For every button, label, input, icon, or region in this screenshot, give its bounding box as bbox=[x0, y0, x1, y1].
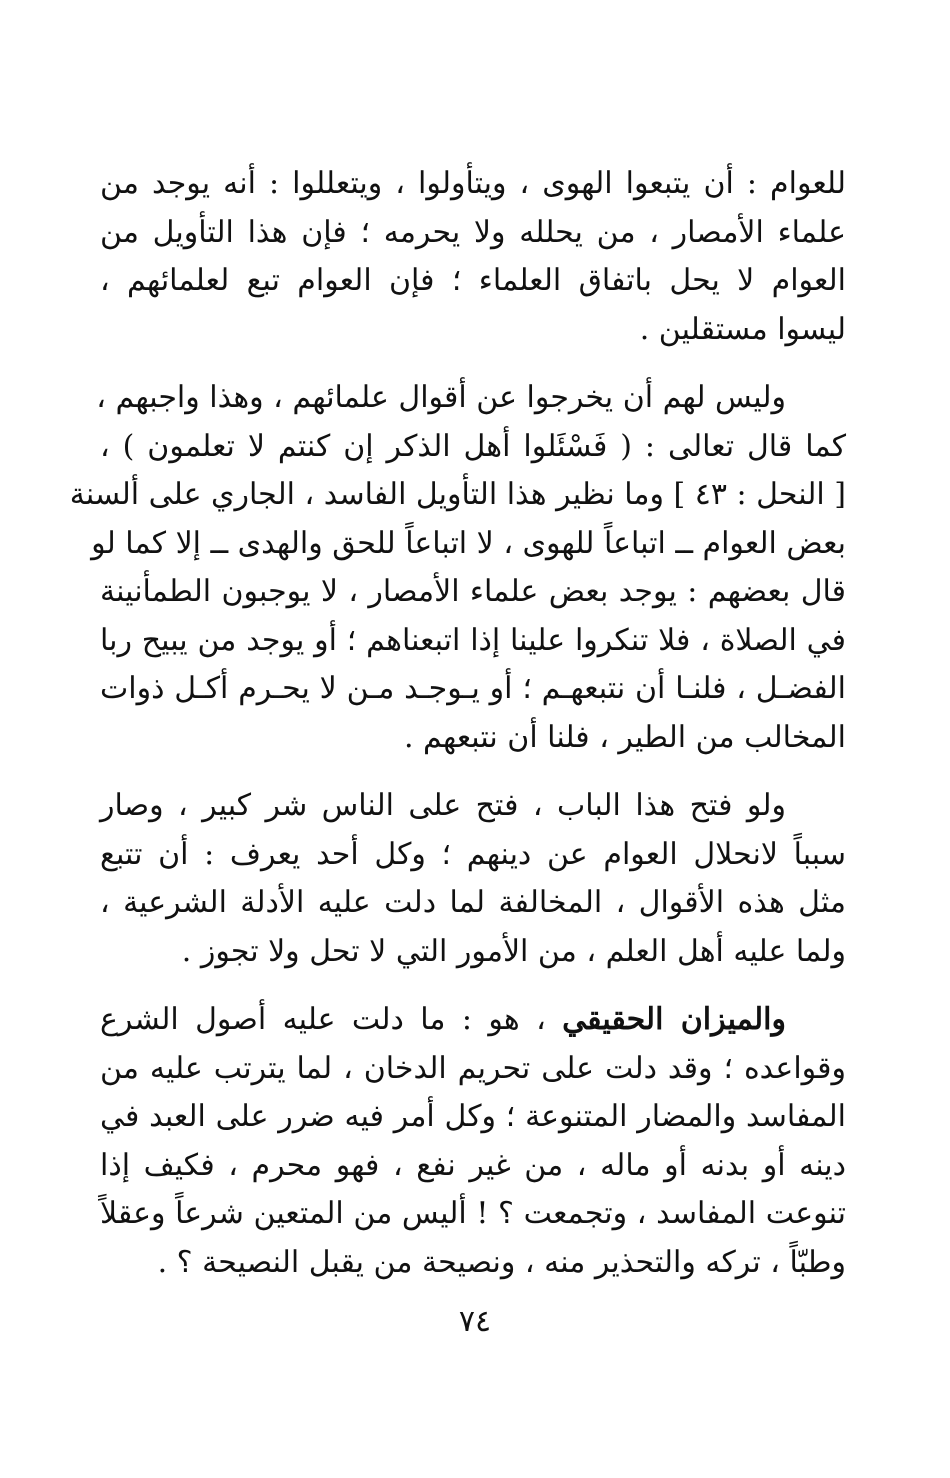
text-line: ليسوا مستقلين . bbox=[639, 311, 846, 347]
text-run: ، هو : ما دلت عليه أصول الشرع bbox=[100, 1002, 563, 1037]
page-number: ٧٤ bbox=[458, 1304, 492, 1339]
text-line: العوام لا يحل باتفاق العلماء ؛ فإن العوام تبع لعلمائهم ، bbox=[100, 263, 846, 298]
paragraph-4 bbox=[100, 996, 846, 1287]
paragraph-3 bbox=[100, 782, 846, 976]
text-line: علماء الأمصار ، من يحلله ولا يحرمه ؛ فإن هذا التأويل من bbox=[100, 214, 846, 250]
text-line: وقواعده ؛ وقد دلت على تحريم الدخان ، لما يترتب عليه من bbox=[100, 1050, 846, 1086]
text-line: ولو فتح هذا الباب ، فتح على الناس شر كبير ، وصار bbox=[100, 788, 786, 823]
text-line: وليس لهم أن يخرجوا عن أقوال علمائهم ، وهذا واجبهم ، bbox=[96, 380, 786, 415]
text-line bbox=[100, 996, 846, 1045]
text-line: كما قال تعالى : ( فَسْئَلوا أهل الذكر إن كنتم لا تعلمون ) ، bbox=[100, 428, 846, 464]
text-line: [ النحل : ٤٣ ] وما نظير هذا التأويل الفاسد ، الجاري على ألسنة bbox=[69, 477, 846, 512]
text-line: المفاسد والمضار المتنوعة ؛ وكل أمر فيه ضرر على العبد في bbox=[100, 1099, 846, 1134]
text-line: المخالب من الطير ، فلنا أن نتبعهم . bbox=[403, 719, 846, 755]
text-line: في الصلاة ، فلا تنكروا علينا إذا اتبعناهم ؛ أو يوجد من يبيح ربا bbox=[100, 622, 846, 658]
text-line: تنوعت المفاسد ، وتجمعت ؟ ! أليس من المتعين شرعاً وعقلاً bbox=[100, 1196, 846, 1231]
text-line: قال بعضهم : يوجد بعض علماء الأمصار ، لا يوجبون الطمأنينة bbox=[100, 574, 846, 609]
text-line: ولما عليه أهل العلم ، من الأمور التي لا تحل ولا تجوز . bbox=[181, 933, 846, 969]
text-line: الفضـل ، فلنـا أن نتبعهـم ؛ أو يـوجـد مـن لا يحـرم أكـل ذوات bbox=[100, 671, 846, 706]
text-line: بعض العوام ــ اتباعاً للهوى ، لا اتباعاً للحق والهدى ــ إلا كما لو bbox=[91, 525, 846, 561]
text-line: للعوام : أن يتبعوا الهوى ، ويتأولوا ، ويتعللوا : أنه يوجد من bbox=[100, 166, 846, 201]
text-line: سبباً لانحلال العوام عن دينهم ؛ وكل أحد يعرف : أن تتبع bbox=[100, 836, 846, 872]
paragraph-2 bbox=[69, 374, 846, 762]
bold-term: والميزان الحقيقي bbox=[562, 1002, 786, 1037]
text-line: دينه أو بدنه أو ماله ، من غير نفع ، فهو محرم ، فكيف إذا bbox=[100, 1147, 846, 1183]
page-body bbox=[69, 160, 846, 1307]
text-line: مثل هذه الأقوال ، المخالفة لما دلت عليه الأدلة الشرعية ، bbox=[100, 885, 846, 920]
paragraph-1 bbox=[100, 160, 846, 354]
text-line: وطبّاً ، تركه والتحذير منه ، ونصيحة من يقبل النصيحة ؟ . bbox=[157, 1244, 846, 1280]
